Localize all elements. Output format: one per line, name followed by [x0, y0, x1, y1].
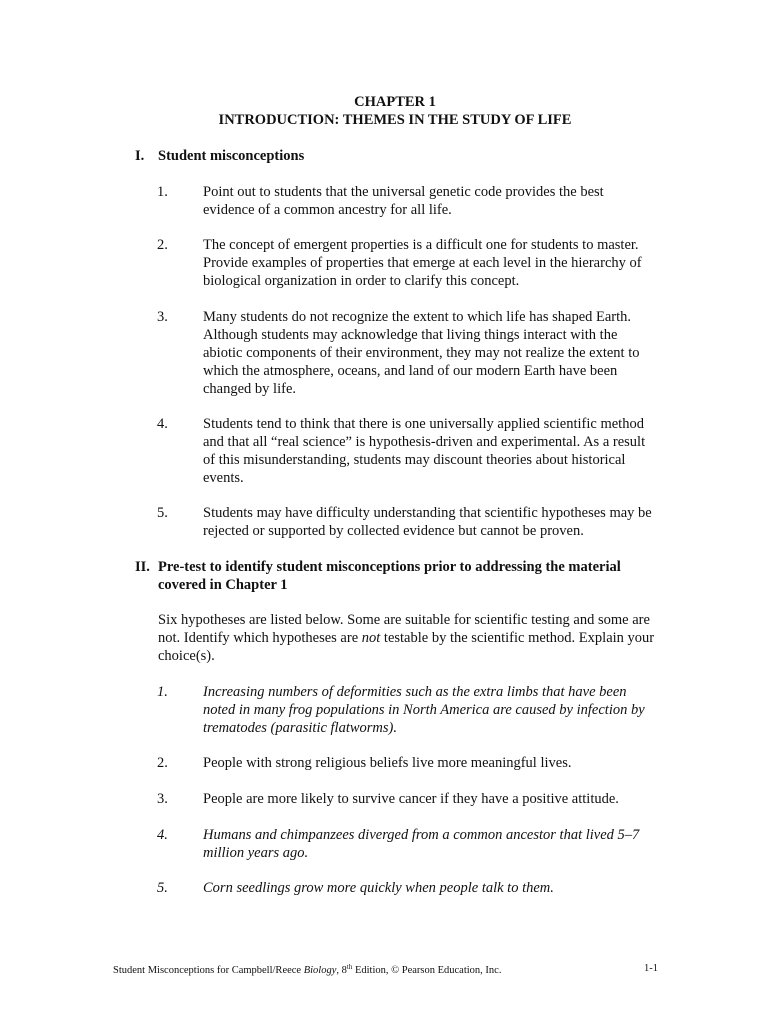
footer-text: Student Misconceptions for Campbell/Reece — [113, 965, 304, 976]
item-text: Point out to students that the universal genetic code provides the best evidence of a common ancestry for all life. — [203, 184, 604, 218]
item-text: Increasing numbers of deformities such as the extra limbs that have been noted in many frog populations in North America are caused by infection by trematodes (parasitic flatworms). — [203, 684, 645, 736]
item-text: People are more likely to survive cancer if they have a positive attitude. — [203, 791, 619, 807]
item-number: 1. — [157, 684, 168, 700]
section-title: Student misconceptions — [158, 148, 305, 164]
item-number: 2. — [157, 755, 168, 771]
section-numeral: II. — [135, 559, 150, 575]
footer-text: , 8 — [336, 965, 347, 976]
item-text: Humans and chimpanzees diverged from a common ancestor that lived 5–7 million years ago. — [203, 827, 640, 861]
chapter-title: INTRODUCTION: THEMES IN THE STUDY OF LIFE — [218, 112, 572, 128]
page-number: 1-1 — [644, 963, 658, 974]
item-text: Students tend to think that there is one universally applied scientific method and that all “real science” is hypothesis-driven and experimental. As a result of this misunderstanding, students may discount theories about historical events. — [203, 416, 646, 486]
item-number: 1. — [157, 184, 168, 200]
footer-credit — [113, 965, 501, 976]
item-number: 3. — [157, 309, 168, 325]
section-title: Pre-test to identify student misconceptions prior to addressing the material covered in Chapter 1 — [158, 559, 621, 593]
footer-superscript: th — [346, 963, 353, 971]
intro-text-start: Six hypotheses are listed below. Some are suitable for scientific testing and some are not. Identify which hypotheses are — [158, 612, 650, 646]
item-number: 3. — [157, 791, 168, 807]
item-number: 5. — [157, 505, 168, 521]
footer-text: Edition, © Pearson Education, Inc. — [352, 965, 502, 976]
intro-emphasis: not — [361, 630, 381, 646]
footer-book-title: Biology — [303, 965, 337, 976]
page-footer — [113, 963, 658, 976]
intro-text-end: testable by the scientific method. Explain your choice(s). — [158, 630, 655, 664]
chapter-number: CHAPTER 1 — [354, 94, 436, 110]
item-number: 4. — [157, 416, 168, 432]
item-number: 4. — [157, 827, 168, 843]
intro-paragraph — [158, 611, 658, 665]
item-text: Many students do not recognize the extent to which life has shaped Earth. Although students may acknowledge that living things interact with the abiotic components of their environment, they may not realize the extent to which the atmosphere, oceans, and land of our modern Earth have been changed by life. — [203, 309, 640, 397]
section-numeral: I. — [135, 148, 145, 164]
item-text: Corn seedlings grow more quickly when people talk to them. — [203, 880, 554, 896]
item-text: People with strong religious beliefs live more meaningful lives. — [203, 755, 572, 771]
item-text: The concept of emergent properties is a difficult one for students to master. Provide examples of properties that emerge at each level in the hierarchy of biological organization in order to clarify this concept. — [203, 237, 642, 289]
item-number: 5. — [157, 880, 168, 896]
item-text: Students may have difficulty understanding that scientific hypotheses may be rejected or supported by collected evidence but cannot be proven. — [203, 505, 652, 539]
item-number: 2. — [157, 237, 168, 253]
